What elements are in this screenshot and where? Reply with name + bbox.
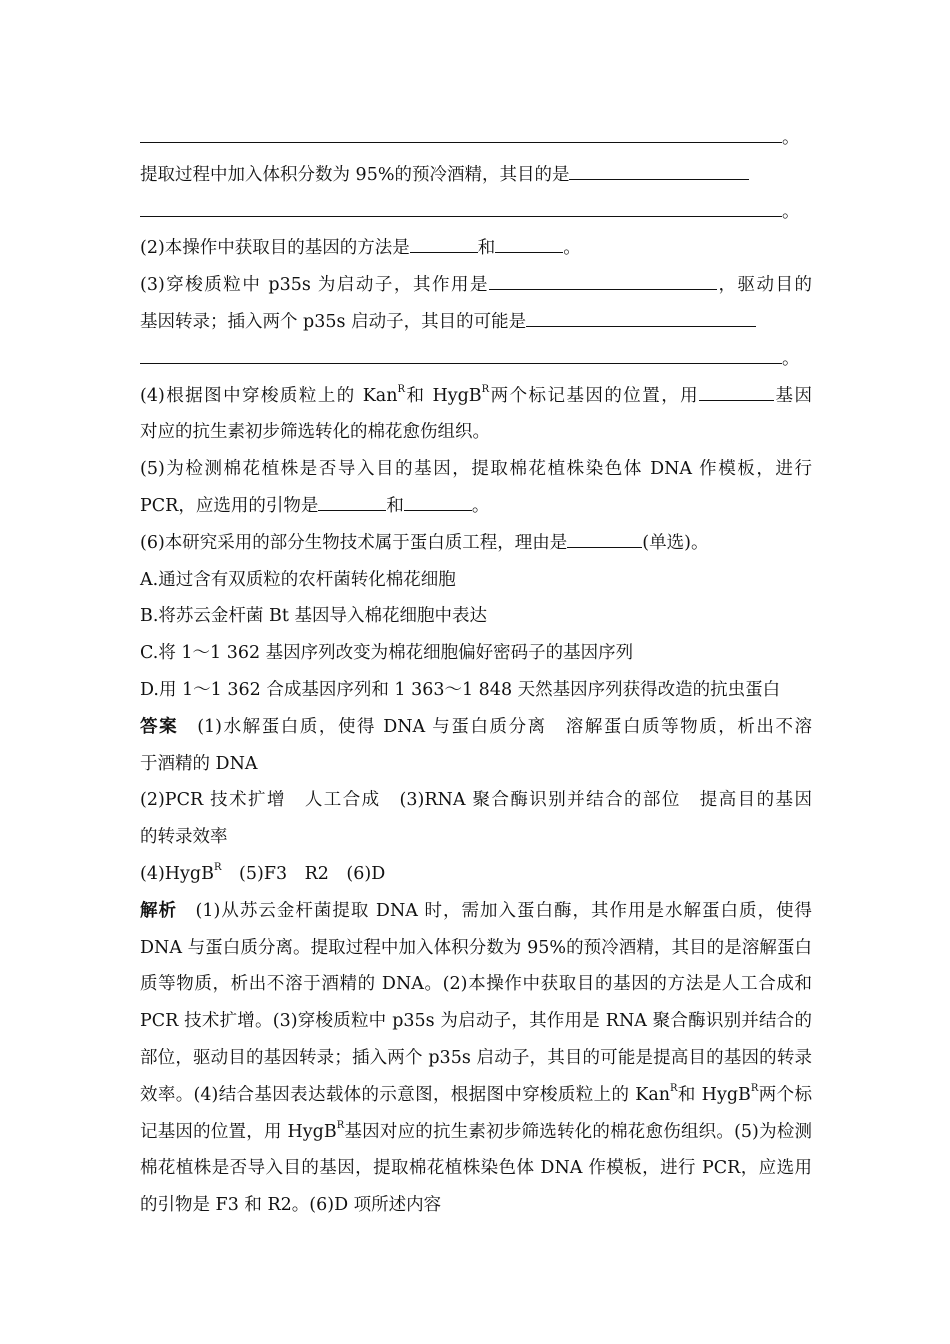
blank-line[interactable] <box>140 194 782 217</box>
blank[interactable] <box>569 157 749 180</box>
question-content <box>140 120 812 1224</box>
blank[interactable] <box>526 304 756 327</box>
answer-line-a2b: 的转录效率 <box>140 827 228 848</box>
blank-line[interactable] <box>140 341 782 364</box>
blank-line[interactable] <box>140 120 782 143</box>
analysis-paragraph: 解析 (1)从苏云金杆菌提取 DNA 时，需加入蛋白酶，其作用是水解蛋白质，使得 DNA 与蛋白质分离。提取过程中加入体积分数为 95%的预冷酒精，其目的是溶解蛋白质等物质，析出不溶于酒精的 DNA。(2)本操作中获取目的基因的方法是人工合成和 PCR 技术扩增。(3)穿梭质粒中 p35s 为启动子，其作用是 RNA 聚合酶识别并结合的部位，驱动目的基因转录；插入两个 p35s 启动子，其目的可能是提高目的基因的转录效率。(4)结合基因表达载体的示意图，根据图中穿梭质粒上的 Kan$^R$和 HygB$^R$两个标记基因的位置，用 HygB$^R$基因对应的抗生素初步筛选转化的棉花愈伤组织。(5)为检测棉花植株是否导入目的基因，提取棉花植株染色体 DNA 作模板，进行 PCR，应选用的引物是 F3 和 R2。(6)D 项所述内容 <box>140 900 813 1216</box>
answer-line-2: 。 <box>140 194 812 231</box>
blank[interactable] <box>495 230 563 253</box>
blank[interactable] <box>567 525 642 548</box>
blank[interactable] <box>318 488 386 511</box>
question-5-line-2: PCR，应选用的引物是 和 。 <box>140 488 812 525</box>
answer-line-3: 。 <box>140 341 812 378</box>
question-4-line-2: 对应的抗生素初步筛选转化的棉花愈伤组织。 <box>140 422 490 443</box>
question-4-line-1: (4)根据图中穿梭质粒上的 Kan$^R$和 HygB$^R$两个标记基因的位置，用 基因 <box>140 378 812 415</box>
question-5-line-1: (5)为检测棉花植株是否导入目的基因，提取棉花植株染色体 DNA 作模板，进行 <box>140 459 812 480</box>
blank[interactable] <box>489 267 717 290</box>
answer-line-a4: (4)HygB$^R$ (5)F3 R2 (6)D <box>140 862 386 884</box>
option-b: B.将苏云金杆菌 Bt 基因导入棉花细胞中表达 <box>140 606 487 627</box>
answer-line-1: 。 <box>140 120 812 157</box>
answer-line-a1: 答案 (1)水解蛋白质，使得 DNA 与蛋白质分离 溶解蛋白质等物质，析出不溶 <box>140 716 813 737</box>
option-c: C.将 1～1 362 基因序列改变为棉花细胞偏好密码子的基因序列 <box>140 643 634 664</box>
option-d: D.用 1～1 362 合成基因序列和 1 363～1 848 天然基因序列获得改造的抗虫蛋白 <box>140 679 781 700</box>
question-1-text: 提取过程中加入体积分数为 95%的预冷酒精，其目的是 <box>140 157 812 194</box>
option-a: A.通过含有双质粒的农杆菌转化棉花细胞 <box>140 569 456 590</box>
question-2: (2)本操作中获取目的基因的方法是 和 。 <box>140 230 812 267</box>
question-3-line-2: 基因转录；插入两个 p35s 启动子，其目的可能是 <box>140 304 812 341</box>
question-6: (6)本研究采用的部分生物技术属于蛋白质工程，理由是 (单选)。 <box>140 525 812 562</box>
blank[interactable] <box>404 488 472 511</box>
answer-line-a1b: 于酒精的 DNA <box>140 753 258 774</box>
answer-line-a2: (2)PCR 技术扩增 人工合成 (3)RNA 聚合酶识别并结合的部位 提高目的基因 <box>140 790 812 811</box>
analysis-label: 解析 <box>140 900 178 921</box>
question-3-line-1: (3)穿梭质粒中 p35s 为启动子，其作用是 ，驱动目的 <box>140 267 812 304</box>
answer-label: 答案 <box>140 716 179 737</box>
blank[interactable] <box>410 230 478 253</box>
blank[interactable] <box>699 378 774 401</box>
